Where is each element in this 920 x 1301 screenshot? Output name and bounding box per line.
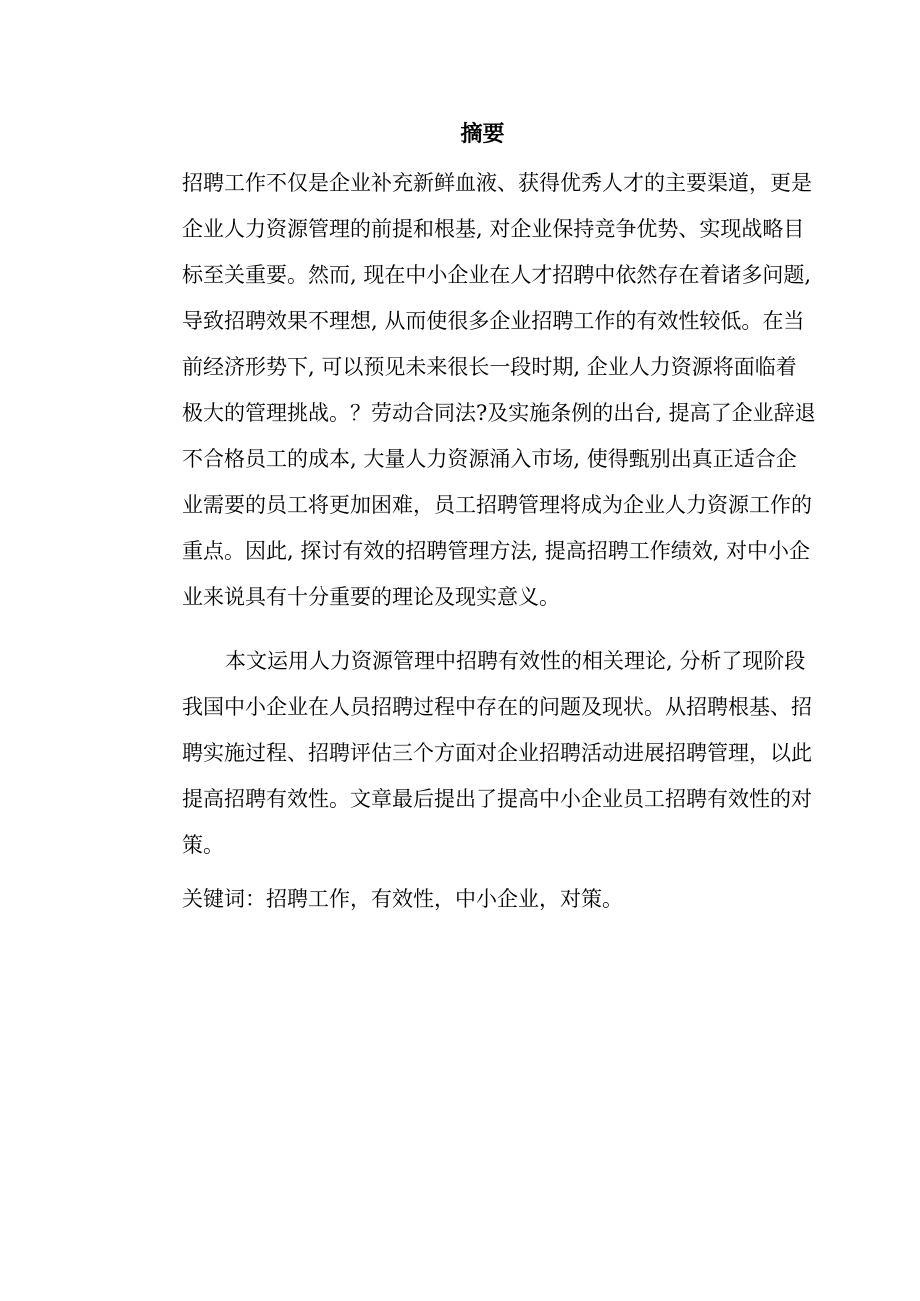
paragraph-2-line-5: 策。 xyxy=(182,833,224,857)
paragraph-1-line-1: 招聘工作不仅是企业补充新鲜血液、获得优秀人才的主要渠道，更是 xyxy=(182,171,812,195)
paragraph-1-line-6: 极大的管理挑战。？劳动合同法?及实施条例的出台, 提高了企业辞退 xyxy=(182,401,816,425)
paragraph-1-line-3: 标至关重要。然而, 现在中小企业在人才招聘中依然存在着诸多问题, xyxy=(182,263,812,287)
paragraph-1-line-4: 导致招聘效果不理想, 从而使很多企业招聘工作的有效性较低。在当 xyxy=(182,309,805,333)
paragraph-2-line-2: 我国中小企业在人员招聘过程中存在的问题及现状。从招聘根基、招 xyxy=(182,695,812,719)
paragraph-2-line-1: 本文运用人力资源管理中招聘有效性的相关理论, 分析了现阶段 xyxy=(225,649,806,673)
paragraph-2-line-4: 提高招聘有效性。文章最后提出了提高中小企业员工招聘有效性的对 xyxy=(182,787,812,811)
paragraph-2-line-3: 聘实施过程、招聘评估三个方面对企业招聘活动进展招聘管理，以此 xyxy=(182,741,812,765)
paragraph-1-line-2: 企业人力资源管理的前提和根基, 对企业保持竞争优势、实现战略目 xyxy=(182,217,805,241)
keywords-line: 关键词：招聘工作，有效性，中小企业，对策。 xyxy=(182,887,623,911)
paragraph-1-line-8: 业需要的员工将更加困难，员工招聘管理将成为企业人力资源工作的 xyxy=(182,493,812,517)
paragraph-1-line-9: 重点。因此, 探讨有效的招聘管理方法, 提高招聘工作绩效, 对中小企 xyxy=(182,539,811,563)
paragraph-1-line-7: 不合格员工的成本, 大量人力资源涌入市场, 使得甄别出真正适合企 xyxy=(182,447,797,471)
abstract-title: 摘要 xyxy=(460,122,505,147)
paragraph-1-line-5: 前经济形势下, 可以预见未来很长一段时期, 企业人力资源将面临着 xyxy=(182,355,797,379)
paragraph-1-line-10: 业来说具有十分重要的理论及现实意义。 xyxy=(182,585,560,609)
